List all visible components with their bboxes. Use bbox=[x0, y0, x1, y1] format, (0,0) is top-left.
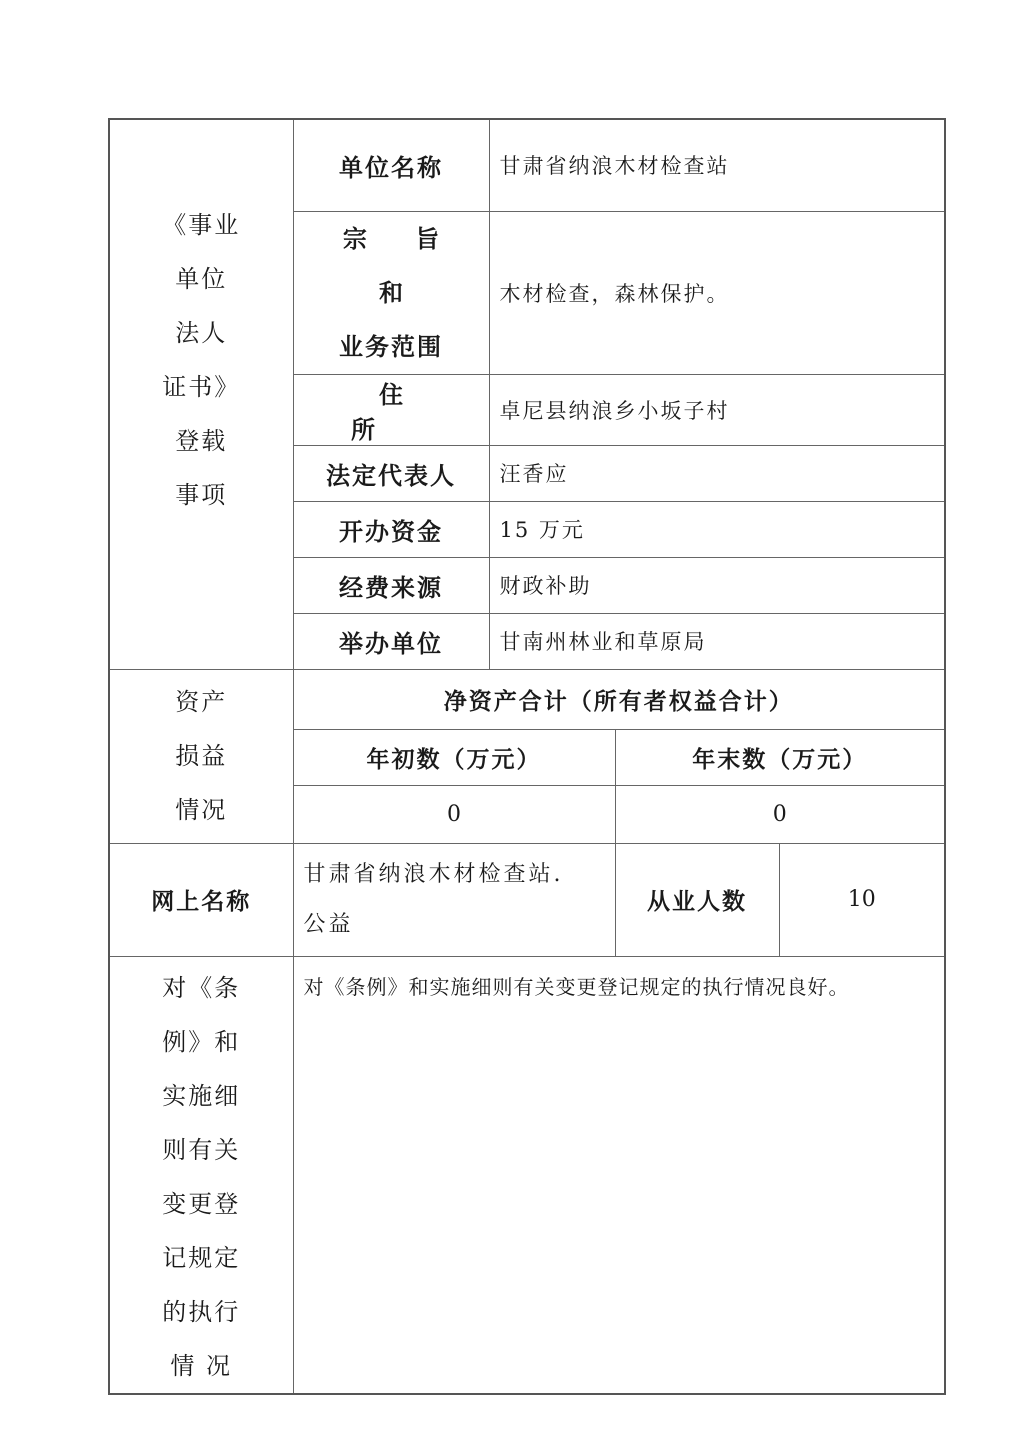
section-label-line: 证书》 bbox=[162, 373, 241, 401]
compliance-row bbox=[109, 956, 945, 1394]
field-label-capital: 开办资金 bbox=[293, 501, 489, 557]
net-assets-header: 净资产合计（所有者权益合计） bbox=[293, 669, 945, 729]
online-name-label: 网上名称 bbox=[109, 843, 293, 956]
section-label-line: 例》和 bbox=[162, 1027, 241, 1056]
compliance-text: 对《条例》和实施细则有关变更登记规定的执行情况良好。 bbox=[293, 956, 945, 1394]
field-label-unit-name: 单位名称 bbox=[293, 119, 489, 211]
staff-count-value: 10 bbox=[779, 843, 945, 956]
start-of-year-label: 年初数（万元） bbox=[293, 729, 615, 785]
end-of-year-value: 0 bbox=[615, 785, 945, 843]
section-label-line: 法人 bbox=[175, 319, 228, 347]
online-name-line: 甘肃省纳浪木材检查站. bbox=[303, 861, 564, 887]
assets-section-label bbox=[109, 669, 293, 843]
field-value-legal-rep: 汪香应 bbox=[489, 445, 945, 501]
section-label-line: 单位 bbox=[175, 265, 228, 293]
field-label-purpose-scope bbox=[293, 211, 489, 374]
field-label-legal-rep: 法定代表人 bbox=[293, 445, 489, 501]
certificate-section-label bbox=[109, 119, 293, 669]
online-name-value bbox=[293, 843, 615, 956]
field-label-line: 宗 旨 和 bbox=[342, 223, 460, 307]
field-label-funding-source: 经费来源 bbox=[293, 557, 489, 613]
section-label-line: 记规定 bbox=[162, 1243, 241, 1272]
staff-count-label: 从业人数 bbox=[615, 843, 779, 956]
section-label-line: 变更登 bbox=[162, 1189, 241, 1218]
section-label-line: 登载 bbox=[175, 427, 228, 455]
section-label-line: 情 况 bbox=[170, 1351, 233, 1380]
section-label-line: 情况 bbox=[175, 796, 228, 824]
field-value-funding-source: 财政补助 bbox=[489, 557, 945, 613]
field-value-sponsor: 甘南州林业和草原局 bbox=[489, 613, 945, 669]
field-value-purpose-scope: 木材检查，森林保护。 bbox=[489, 211, 945, 374]
section-label-line: 对《条 bbox=[162, 973, 241, 1002]
section-label-line: 损益 bbox=[175, 742, 228, 770]
registration-form-table bbox=[108, 118, 946, 1395]
online-name-row bbox=[109, 843, 945, 956]
end-of-year-label: 年末数（万元） bbox=[615, 729, 945, 785]
field-label-line: 住 所 bbox=[351, 379, 459, 444]
field-label-sponsor: 举办单位 bbox=[293, 613, 489, 669]
section-label-line: 实施细 bbox=[162, 1081, 241, 1110]
section-label-line: 的执行 bbox=[162, 1297, 241, 1326]
field-row-unit-name bbox=[109, 119, 945, 211]
section-label-line: 资产 bbox=[175, 688, 228, 716]
section-label-line: 《事业 bbox=[162, 211, 241, 239]
start-of-year-value: 0 bbox=[293, 785, 615, 843]
field-label-address bbox=[293, 374, 489, 445]
assets-header-row bbox=[109, 669, 945, 729]
section-label-line: 事项 bbox=[175, 481, 228, 509]
field-value-address: 卓尼县纳浪乡小坂子村 bbox=[489, 374, 945, 445]
online-name-line: 公益 bbox=[303, 911, 354, 937]
field-value-unit-name: 甘肃省纳浪木材检查站 bbox=[489, 119, 945, 211]
field-value-capital: 15 万元 bbox=[489, 501, 945, 557]
field-label-line: 业务范围 bbox=[339, 331, 443, 361]
compliance-section-label bbox=[109, 956, 293, 1394]
section-label-line: 则有关 bbox=[162, 1135, 241, 1164]
